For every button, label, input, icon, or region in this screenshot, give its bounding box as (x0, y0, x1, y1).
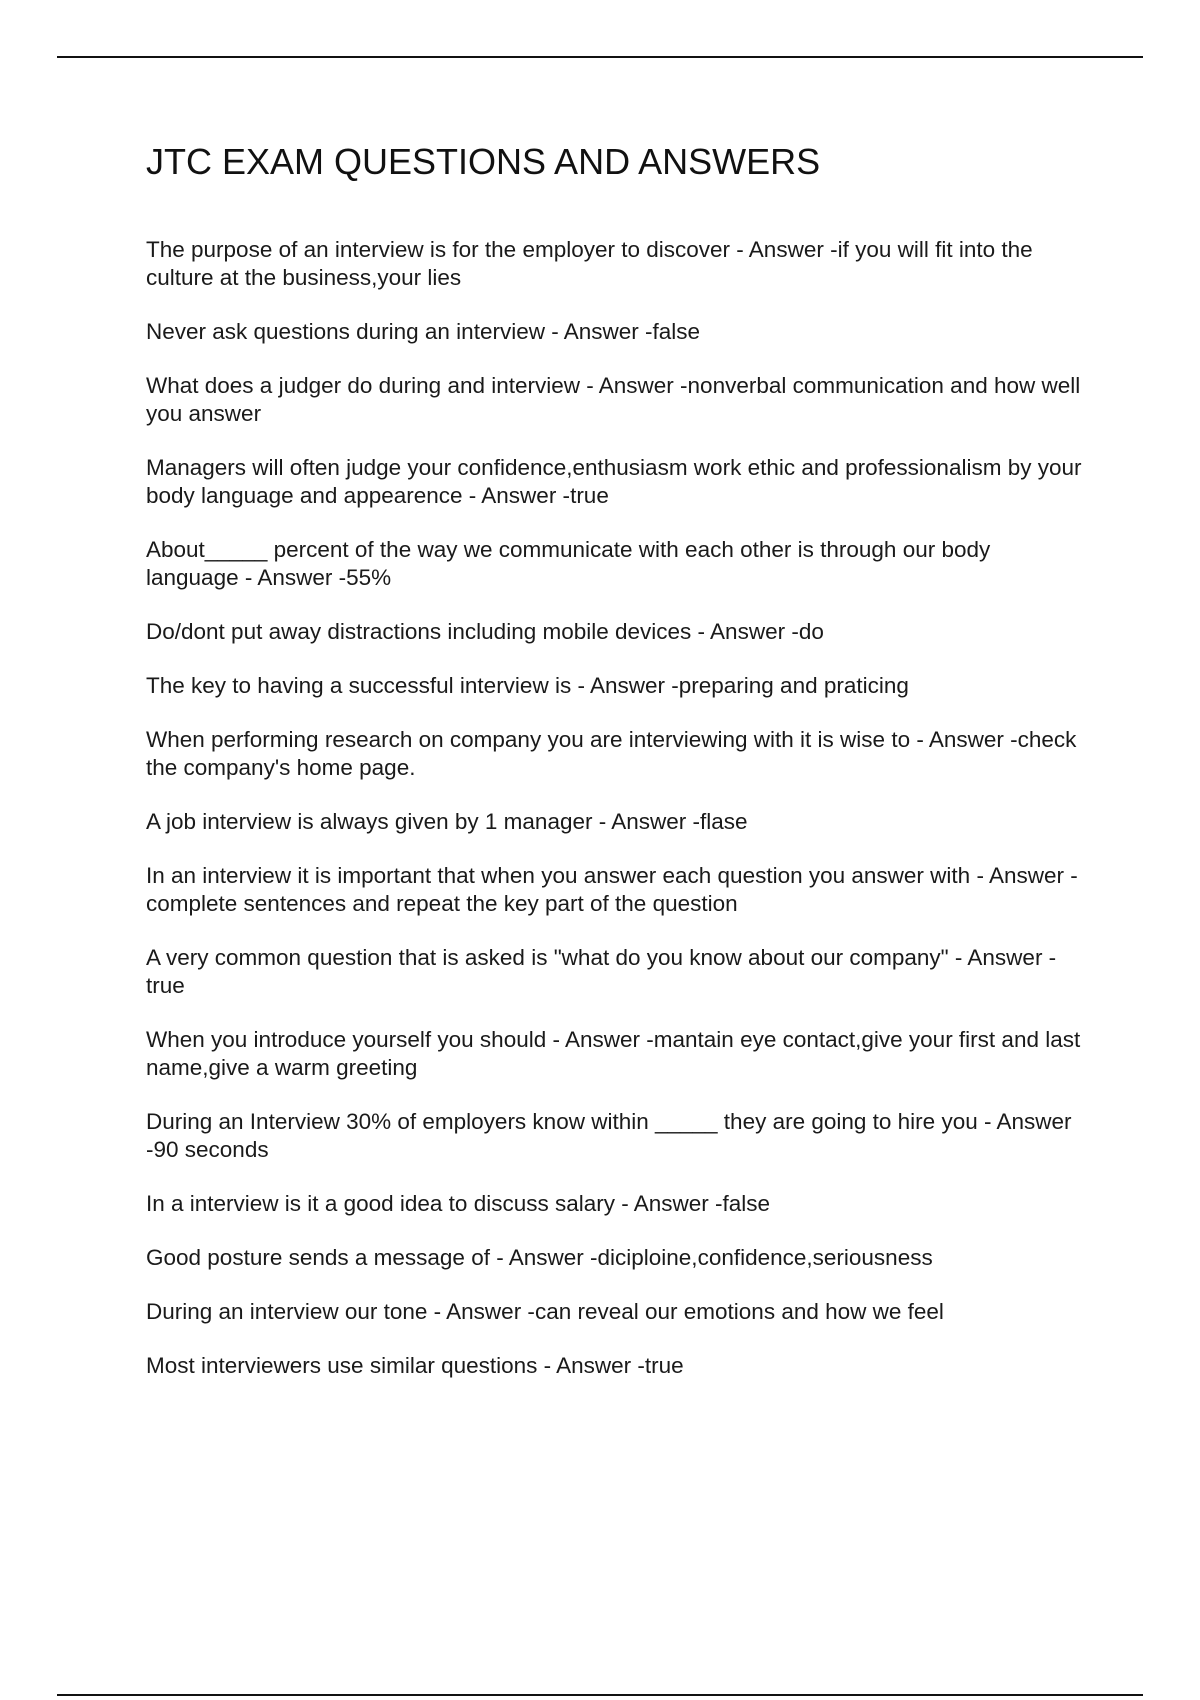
qa-answer: true (570, 483, 609, 508)
qa-question: When performing research on company you are interviewing with it is wise to (146, 727, 911, 752)
qa-question: What does a judger do during and interview (146, 373, 581, 398)
qa-question: The key to having a successful interview is (146, 673, 572, 698)
page-title: JTC EXAM QUESTIONS AND ANSWERS (146, 141, 821, 182)
document-body (146, 138, 1086, 1406)
qa-question: When you introduce yourself you should (146, 1027, 547, 1052)
top-rule (57, 56, 1143, 58)
qa-question: During an interview our tone (146, 1299, 428, 1324)
qa-list (146, 236, 1086, 1380)
qa-answer: diciploine,confidence,seriousness (597, 1245, 933, 1270)
qa-item: A very common question that is asked is "what do you know about our company" - Answer -true (146, 945, 1057, 998)
qa-answer: true (146, 973, 185, 998)
qa-item: In a interview is it a good idea to discuss salary - Answer -false (146, 1191, 771, 1216)
qa-item: When you introduce yourself you should - Answer -mantain eye contact,give your first and last name,give a warm greeting (146, 1027, 1081, 1080)
qa-item: During an Interview 30% of employers know within _____ they are going to hire you - Answer -90 seconds (146, 1109, 1072, 1162)
qa-question: Never ask questions during an interview (146, 319, 545, 344)
qa-answer: if you will fit into the culture at the business,your lies (146, 237, 1033, 290)
qa-item: What does a judger do during and interview - Answer -nonverbal communication and how well you answer (146, 373, 1081, 426)
qa-answer: nonverbal communication and how well you answer (146, 373, 1081, 426)
qa-answer: preparing and praticing (678, 673, 909, 698)
qa-answer: true (644, 1353, 684, 1378)
bottom-rule (57, 1694, 1143, 1696)
qa-answer: 55% (346, 565, 392, 590)
qa-question: During an Interview 30% of employers know within _____ they are going to hire you (146, 1109, 978, 1134)
qa-answer: do (798, 619, 824, 644)
qa-question: Good posture sends a message of (146, 1245, 490, 1270)
qa-answer: mantain eye contact,give your first and last name,give a warm greeting (146, 1027, 1081, 1080)
qa-question: Most interviewers use similar questions (146, 1353, 538, 1378)
qa-item: Good posture sends a message of - Answer -diciploine,confidence,seriousness (146, 1245, 933, 1270)
qa-question: In a interview is it a good idea to discuss salary (146, 1191, 615, 1216)
qa-item: A job interview is always given by 1 manager - Answer -flase (146, 809, 748, 834)
qa-item: Most interviewers use similar questions - Answer -true (146, 1353, 684, 1378)
qa-answer: check the company's home page. (146, 727, 1077, 780)
qa-answer: flase (700, 809, 748, 834)
qa-question: A very common question that is asked is "what do you know about our company" (146, 945, 949, 970)
qa-answer: can reveal our emotions and how we feel (534, 1299, 944, 1324)
qa-question: Do/dont put away distractions including mobile devices (146, 619, 692, 644)
qa-answer: false (722, 1191, 771, 1216)
qa-question: In an interview it is important that when you answer each question you answer with (146, 863, 971, 888)
qa-question: A job interview is always given by 1 manager (146, 809, 593, 834)
qa-question: Managers will often judge your confidence,enthusiasm work ethic and professionalism by your body language and appearence (146, 455, 1082, 508)
qa-item: Never ask questions during an interview - Answer -false (146, 319, 701, 344)
qa-item: Managers will often judge your confidence,enthusiasm work ethic and professionalism by your body language and appearence - Answer -true (146, 455, 1082, 508)
qa-answer: complete sentences and repeat the key part of the question (146, 891, 738, 916)
qa-item: About_____ percent of the way we communicate with each other is through our body language - Answer -55% (146, 537, 991, 590)
qa-item: The key to having a successful interview is - Answer -preparing and praticing (146, 673, 909, 698)
qa-item: Do/dont put away distractions including mobile devices - Answer -do (146, 619, 824, 644)
qa-item: In an interview it is important that when you answer each question you answer with - Answer -complete sentences and repeat the key part of the question (146, 863, 1078, 916)
qa-question: The purpose of an interview is for the employer to discover (146, 237, 731, 262)
qa-answer: false (652, 319, 701, 344)
qa-item: During an interview our tone - Answer -can reveal our emotions and how we feel (146, 1299, 944, 1324)
qa-question: About_____ percent of the way we communicate with each other is through our body language (146, 537, 991, 590)
qa-item: When performing research on company you are interviewing with it is wise to - Answer -check the company's home page. (146, 727, 1077, 780)
qa-item: The purpose of an interview is for the employer to discover - Answer -if you will fit into the culture at the business,your lies (146, 237, 1033, 290)
qa-answer: 90 seconds (153, 1137, 269, 1162)
